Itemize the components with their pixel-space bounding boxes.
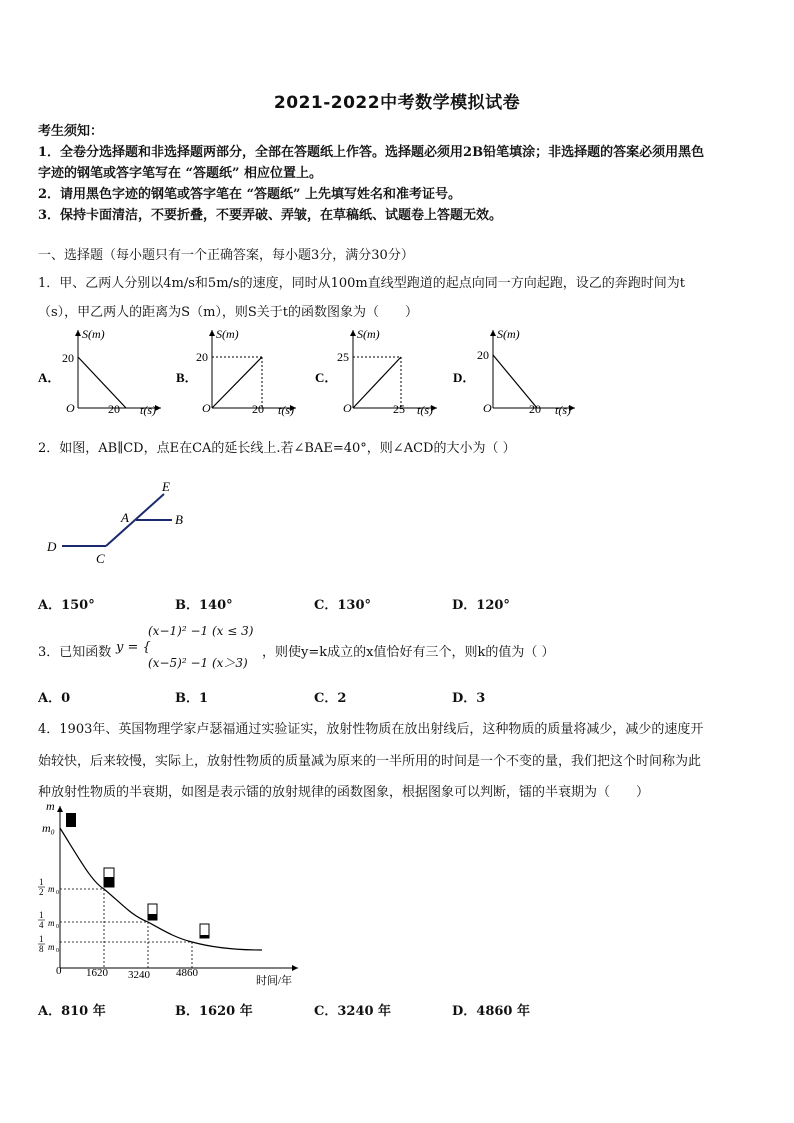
piecewise-case-2: (x−5)² −1 (x＞3) [148,656,248,670]
q4-option-c[interactable]: C．3240 年 [314,1004,392,1019]
y-axis-label: S(m) [357,327,380,341]
y-tick: 20 [196,350,208,364]
x-axis-label: t(s) [417,403,433,417]
svg-text:m: m [48,942,55,952]
q3-option-b[interactable]: B．1 [175,691,209,706]
point-d-label: D [47,539,57,554]
m0-label: m₀ [42,821,55,835]
question-1-line1: 1．甲、乙两人分别以4m/s和5m/s的速度，同时从100m直线型跑道的起点向同一方向起跑，设乙的奔跑时间为t [38,276,685,291]
origin-label: O [483,401,492,415]
graph-line [493,355,537,408]
q1-option-d-graph[interactable] [451,326,581,426]
point-a-label: A [121,510,129,525]
x-axis-label: t(s) [140,403,156,417]
option-label: C． [315,370,338,385]
q3-option-d[interactable]: D．3 [452,691,486,706]
point-b-label: B [175,512,183,527]
y-tick: 25 [337,350,349,364]
decay-curve [60,828,262,950]
question-4-line3: 种放射性物质的半衰期，如图是表示镭的放射规律的函数图象，根据图象可以判断，镭的半衰期为（ ） [38,785,650,800]
x-tick: 20 [529,402,541,416]
q2-option-b[interactable]: B．140° [175,598,233,613]
x-tick: 4860 [176,967,198,979]
option-label: B． [176,370,198,385]
y-tick: 20 [477,348,489,362]
x-tick: 20 [252,402,264,416]
q4-option-a[interactable]: A．810 年 [38,1004,106,1019]
q4-decay-graph [36,800,306,994]
notice-item: 1．全卷分选择题和非选择题两部分，全部在答题纸上作答。选择题必须用2B铅笔填涂；非选择题的答案必须用黑色 [38,145,705,160]
svg-text:m: m [48,918,55,928]
q4-option-d[interactable]: D．4860 年 [452,1004,530,1019]
quarter-fraction: 1 [39,910,44,920]
graph-line [212,357,262,408]
y-axis-label: m [46,800,55,813]
question-1-line2: （s），甲乙两人的距离为S（m），则S关于t的函数图象为（ ） [38,305,419,320]
svg-text:0: 0 [56,948,59,954]
point-c-label: C [96,551,105,566]
q2-figure [40,474,210,578]
svg-text:4: 4 [39,920,44,930]
svg-text:8: 8 [39,944,44,954]
q1-option-a-graph[interactable] [36,326,166,426]
notice-item: 2．请用黑色字迹的钢笔或答字笔在 “答题纸” 上先填写姓名和准考证号。 [38,187,462,202]
question-4-line1: 4．1903年、英国物理学家卢瑟福通过实验证实，放射性物质在放出射线后，这种物质的质量将减少，减少的速度开 [38,722,704,737]
y-tick: 20 [62,351,74,365]
x-tick: 3240 [128,969,150,981]
notice-heading: 考生须知： [38,124,104,139]
notice-item: 3．保持卡面清洁，不要折叠，不要弄破、弄皱，在草稿纸、试题卷上答题无效。 [38,208,503,223]
question-4-line2: 始较快，后来较慢，实际上，放射性物质的质量减为原来的一半所用的时间是一个不变的量，我们把这个时间称为此 [38,754,702,769]
half-fraction: 1 [39,877,44,887]
x-tick: 25 [393,402,405,416]
origin-label: O [343,401,352,415]
x-axis-label: 时间/年 [256,975,293,987]
eighth-fraction: 1 [39,934,44,944]
page-title: 2021-2022中考数学模拟试卷 [273,93,521,113]
q2-option-d[interactable]: D．120° [452,598,510,613]
origin-label: O [66,401,75,415]
origin-label: O [202,401,211,415]
q2-option-a[interactable]: A．150° [38,598,95,613]
graph-line [353,357,401,408]
q2-option-c[interactable]: C．130° [314,598,371,613]
option-label: D． [453,370,476,385]
question-3-suffix: ，则使y=k成立的x值恰好有三个，则k的值为（ ） [262,645,555,660]
q1-option-c-graph[interactable] [313,326,443,426]
graph-line [78,357,126,408]
svg-text:2: 2 [39,887,44,897]
section-heading: 一、选择题（每小题只有一个正确答案，每小题3分，满分30分） [38,248,414,263]
x-tick: 0 [56,965,62,977]
x-axis-label: t(s) [555,403,571,417]
function-name: y = { [116,640,151,655]
question-3-prefix: 3．已知函数 [38,645,112,660]
notice-item: 字迹的钢笔或答字笔写在 “答题纸” 相应位置上。 [38,166,323,181]
question-2-text: 2．如图，AB∥CD，点E在CA的延长线上.若∠BAE=40°，则∠ACD的大小为（ ） [38,441,516,456]
piecewise-case-1: (x−1)² −1 (x ≤ 3) [148,624,254,638]
q4-option-b[interactable]: B．1620 年 [175,1004,253,1019]
svg-text:m: m [48,884,55,894]
q1-option-b-graph[interactable] [174,326,304,426]
x-axis-label: t(s) [278,403,294,417]
q3-option-a[interactable]: A．0 [38,691,71,706]
svg-text:0: 0 [56,890,59,896]
q3-option-c[interactable]: C．2 [314,691,347,706]
y-axis-label: S(m) [82,327,105,341]
svg-text:0: 0 [56,924,59,930]
y-axis-label: S(m) [216,327,239,341]
x-tick: 20 [108,402,120,416]
y-axis-label: S(m) [497,327,520,341]
option-label: A． [38,370,61,385]
point-e-label: E [162,479,170,494]
sample-full [66,813,76,827]
x-tick: 1620 [86,967,108,979]
